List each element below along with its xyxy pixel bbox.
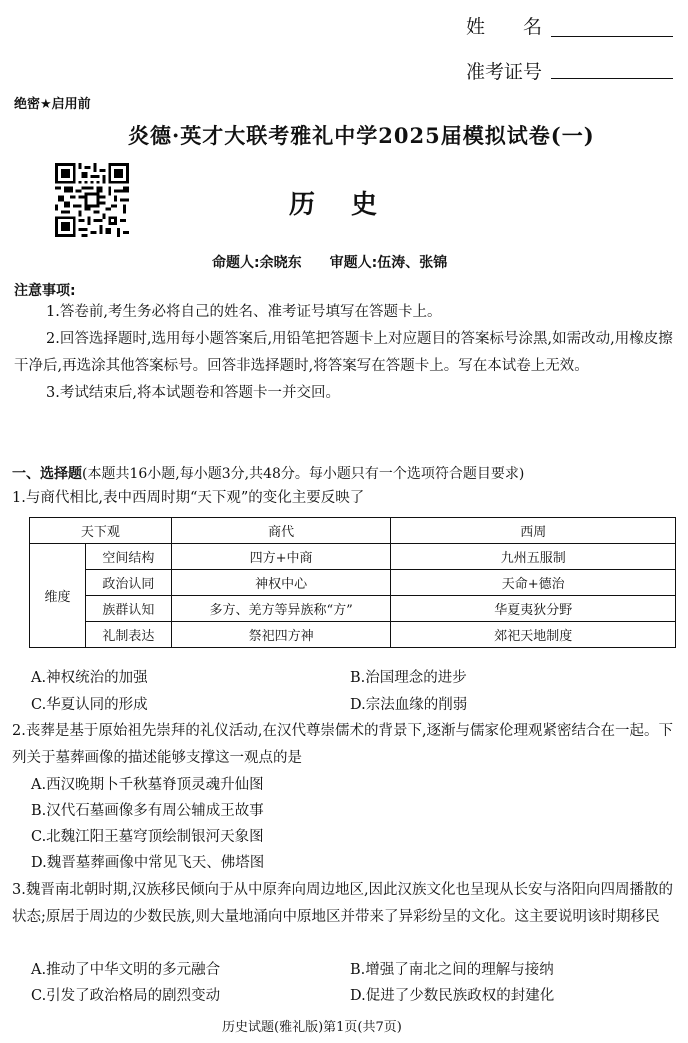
table-cell: 族群认知 [85, 596, 171, 622]
q2-option-d: D.魏晋墓葬画像中常见飞天、佛塔图 [31, 855, 265, 871]
name-input-line[interactable] [551, 36, 673, 37]
id-input-line[interactable] [551, 78, 673, 79]
table-row [30, 622, 676, 648]
page-footer: 历史试题(雅礼版)第1页(共7页) [222, 1020, 402, 1035]
q3-option-c: C.引发了政治格局的剧烈变动 [31, 988, 221, 1004]
id-label: 准考证号 [466, 61, 543, 83]
table-cell: 四方+中商 [171, 544, 391, 570]
table-cell: 多方、羌方等异族称“方” [171, 596, 391, 622]
notice-item: 2.回答选择题时,选用每小题答案后,用铅笔把答题卡上对应题目的答案标号涂黑,如需改动,用橡皮擦干净后,再选涂其他答案标号。回答非选择题时,将答案写在答题卡上。写在本试卷上无效。 [14, 331, 673, 374]
table-cell: 神权中心 [171, 570, 391, 596]
q3-option-b: B.增强了南北之间的理解与接纳 [350, 962, 554, 978]
table-row [30, 544, 676, 570]
q1-option-a: A.神权统治的加强 [31, 670, 148, 686]
q2-option-b: B.汉代石墓画像多有周公辅成王故事 [31, 803, 264, 819]
notice-item: 3.考试结束后,将本试题卷和答题卡一并交回。 [46, 385, 340, 401]
section-heading [12, 463, 524, 483]
table-row [30, 596, 676, 622]
table-cell: 祭祀四方神 [171, 622, 391, 648]
question-3-stem: 3.魏晋南北朝时期,汉族移民倾向于从中原奔向周边地区,因此汉族文化也呈现从长安与洛阳向四周播散的状态;原居于周边的少数民族,则大量地涌向中原地区并带来了异彩纷呈的文化。这主要说明该时期移民 [12, 882, 674, 925]
table-header-cell: 西周 [391, 518, 676, 544]
section-desc: (本题共16小题,每小题3分,共48分。每小题只有一个选项符合题目要求) [82, 466, 525, 482]
notice-item: 1.答卷前,考生务必将自己的姓名、准考证号填写在答题卡上。 [46, 304, 442, 320]
question-2-stem: 2.丧葬是基于原始祖先崇拜的礼仪活动,在汉代尊崇儒术的背景下,逐渐与儒家伦理观紧密结合在一起。下列关于墓葬画像的描述能够支撑这一观点的是 [12, 723, 674, 766]
authors-line: 命题人:余晓东 审题人:伍涛、张锦 [212, 255, 448, 271]
qr-code-icon [55, 163, 129, 237]
table-header-row [30, 518, 676, 544]
q2-option-a: A.西汉晚期卜千秋墓脊顶灵魂升仙图 [31, 777, 264, 793]
exam-title: 炎德·英才大联考雅礼中学2025届模拟试卷(一) [128, 123, 595, 148]
name-label: 姓 名 [466, 16, 543, 38]
q3-option-d: D.促进了少数民族政权的封建化 [350, 988, 555, 1004]
table-header-cell: 天下观 [30, 518, 172, 544]
table-header-cell: 商代 [171, 518, 391, 544]
q3-option-a: A.推动了中华文明的多元融合 [31, 962, 221, 978]
q1-table [29, 517, 676, 648]
q1-option-d: D.宗法血缘的削弱 [350, 697, 468, 713]
table-cell: 九州五服制 [391, 544, 676, 570]
table-cell: 华夏夷狄分野 [391, 596, 676, 622]
notice-heading: 注意事项: [14, 283, 76, 299]
notice-list [14, 299, 674, 407]
secret-label: 绝密★启用前 [14, 97, 91, 112]
table-cell: 政治认同 [85, 570, 171, 596]
table-cell: 郊祀天地制度 [391, 622, 676, 648]
dimension-label-cell: 维度 [30, 544, 86, 648]
q1-option-b: B.治国理念的进步 [350, 670, 467, 686]
q2-option-c: C.北魏江阳王墓穹顶绘制银河天象图 [31, 829, 264, 845]
table-cell: 空间结构 [85, 544, 171, 570]
subject-title: 历史 [289, 190, 414, 220]
table-cell: 礼制表达 [85, 622, 171, 648]
table-cell: 天命+德治 [391, 570, 676, 596]
table-row [30, 570, 676, 596]
q1-option-c: C.华夏认同的形成 [31, 697, 148, 713]
section-title: 一、选择题 [12, 466, 82, 482]
question-1-stem: 1.与商代相比,表中西周时期“天下观”的变化主要反映了 [12, 490, 365, 506]
